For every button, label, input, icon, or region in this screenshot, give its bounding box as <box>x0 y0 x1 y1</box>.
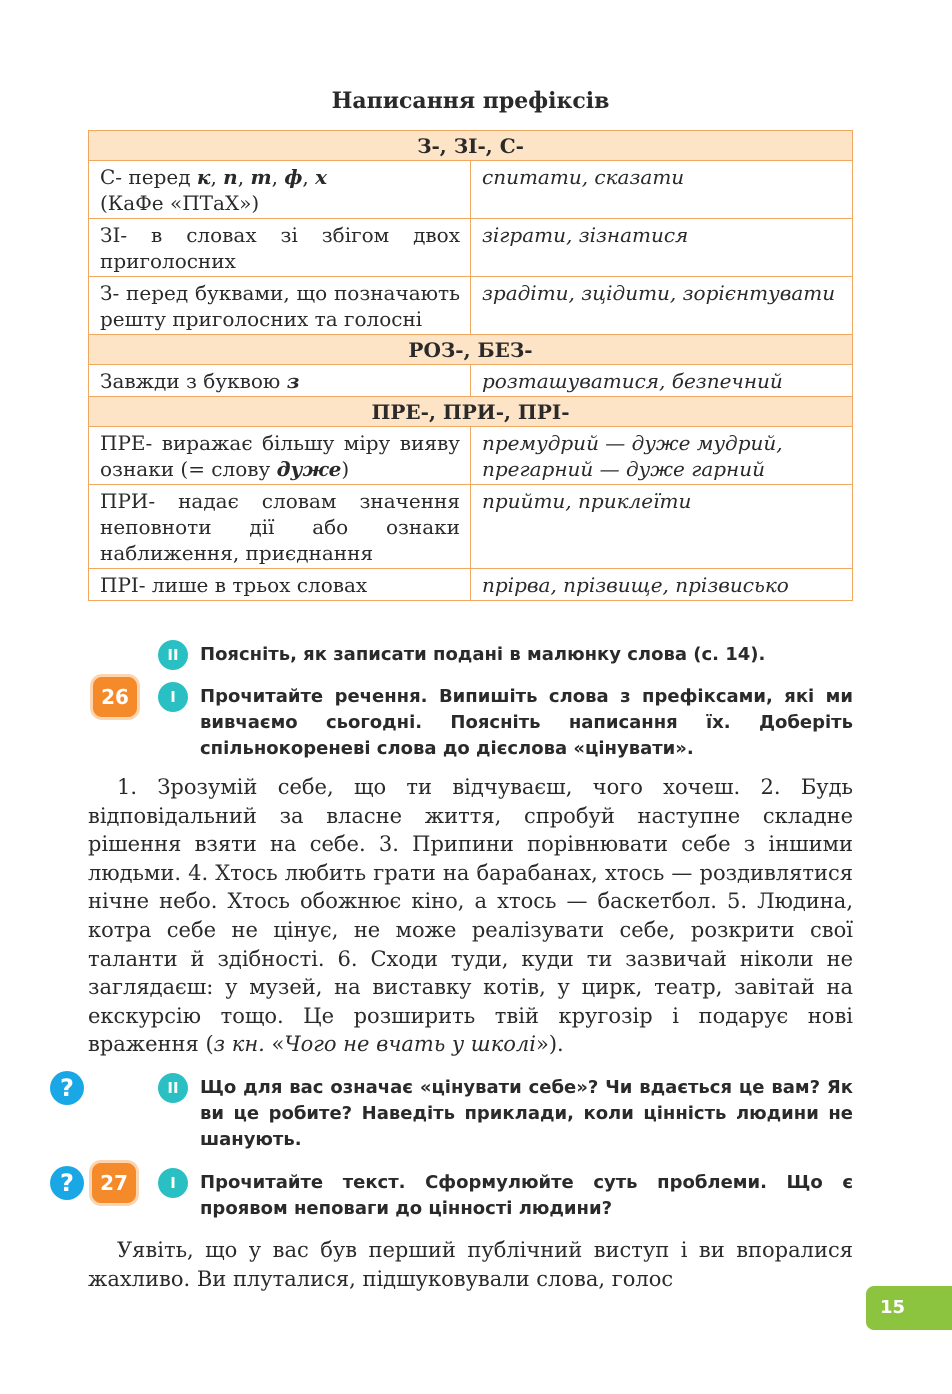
rule-cell: ПРЕ- виражає більшу міру вияву ознаки (= слову дуже) <box>89 427 471 485</box>
rule-cell: С- перед к, п, т, ф, х (КаФе «ПТаХ») <box>89 161 471 219</box>
rule-cell: ПРИ- надає словам значення неповноти дії або ознаки наближення, приєднання <box>89 485 471 569</box>
table-row <box>89 365 853 397</box>
examples-cell: зрадіти, зцідити, зорієнтувати <box>471 277 853 335</box>
page-number: 15 <box>866 1286 952 1330</box>
question-mark-icon: ? <box>50 1166 84 1200</box>
table-row <box>89 569 853 601</box>
level-badge-icon: II <box>158 640 188 670</box>
examples-cell: премудрий — дуже мудрий, прегарний — дуже гарний <box>471 427 853 485</box>
examples-cell: розташуватися, безпечний <box>471 365 853 397</box>
question-task: Що для вас означає «цінувати себе»? Чи вдається це вам? Як ви це робите? Наведіть приклади, коли цінність людини не шанують. <box>200 1077 853 1150</box>
table-row <box>89 277 853 335</box>
exercise-number-badge: 26 <box>93 677 137 717</box>
question-mark-icon: ? <box>50 1071 84 1105</box>
rule-cell: ЗІ- в словах зі збігом двох приголосних <box>89 219 471 277</box>
exercise-27-text: Уявіть, що у вас був перший публічний виступ і ви впоралися жахливо. Ви плуталися, підшуковували слова, голос <box>88 1238 853 1291</box>
table-row <box>89 427 853 485</box>
exercise-number-badge: 27 <box>92 1163 136 1203</box>
examples-cell: спитати, сказати <box>471 161 853 219</box>
table-group-header <box>89 397 853 427</box>
rule-cell: З- перед буквами, що позначають решту приголосних та голосні <box>89 277 471 335</box>
task-instruction: Поясніть, як записати подані в малюнку слова (с. 14). <box>200 644 766 665</box>
rule-cell: Завжди з буквою з <box>89 365 471 397</box>
exercise-26-text: 1. Зрозумій себе, що ти відчуваєш, чого хочеш. 2. Будь відповідальний за власне життя, спробуй наступне складне рішення взяти на себе. 3. Припини порівнювати себе з іншими людьми. 4. Хтось любить грати на барабанах, хтось — роздивлятися нічне небо. Хтось обожнює кіно, а хтось — баскетбол. 5. Людина, котра себе не цінує, не може реалізувати себе, розкрити свої таланти й здібності. 6. Сходи туди, куди ти зазвичай ніколи не заглядаєш: у музей, на виставку котів, у цирк, театр, завітай на екскурсію тощо. Це розширить твій кругозір і подарує нові враження (з кн. «Чого не вчать у школі»). <box>88 775 853 1057</box>
table-row <box>89 485 853 569</box>
table-group-header <box>89 335 853 365</box>
examples-cell: прірва, прізвище, прізвисько <box>471 569 853 601</box>
group-header-z-zi-s: З-, ЗІ-, С- <box>89 131 853 161</box>
rule-cell: ПРІ- лише в трьох словах <box>89 569 471 601</box>
examples-cell: прийти, приклеїти <box>471 485 853 569</box>
level-badge-icon: II <box>158 1073 188 1103</box>
level-badge-icon: I <box>158 682 188 712</box>
examples-cell: зіграти, зізнатися <box>471 219 853 277</box>
table-row <box>89 219 853 277</box>
exercise-26-task: Прочитайте речення. Випишіть слова з префіксами, які ми вивчаємо сьогодні. Поясніть написання їх. Доберіть спільнокореневі слова до дієслова «цінувати». <box>200 686 853 759</box>
prefix-rules-table <box>88 130 853 601</box>
group-header-pre-pry-pri: ПРЕ-, ПРИ-, ПРІ- <box>89 397 853 427</box>
level-badge-icon: I <box>158 1168 188 1198</box>
table-group-header <box>89 131 853 161</box>
exercise-27-task: Прочитайте текст. Сформулюйте суть проблеми. Що є проявом неповаги до цінності людини? <box>200 1172 853 1219</box>
group-header-roz-bez: РОЗ-, БЕЗ- <box>89 335 853 365</box>
table-title: Написання префіксів <box>331 88 610 114</box>
table-row <box>89 161 853 219</box>
